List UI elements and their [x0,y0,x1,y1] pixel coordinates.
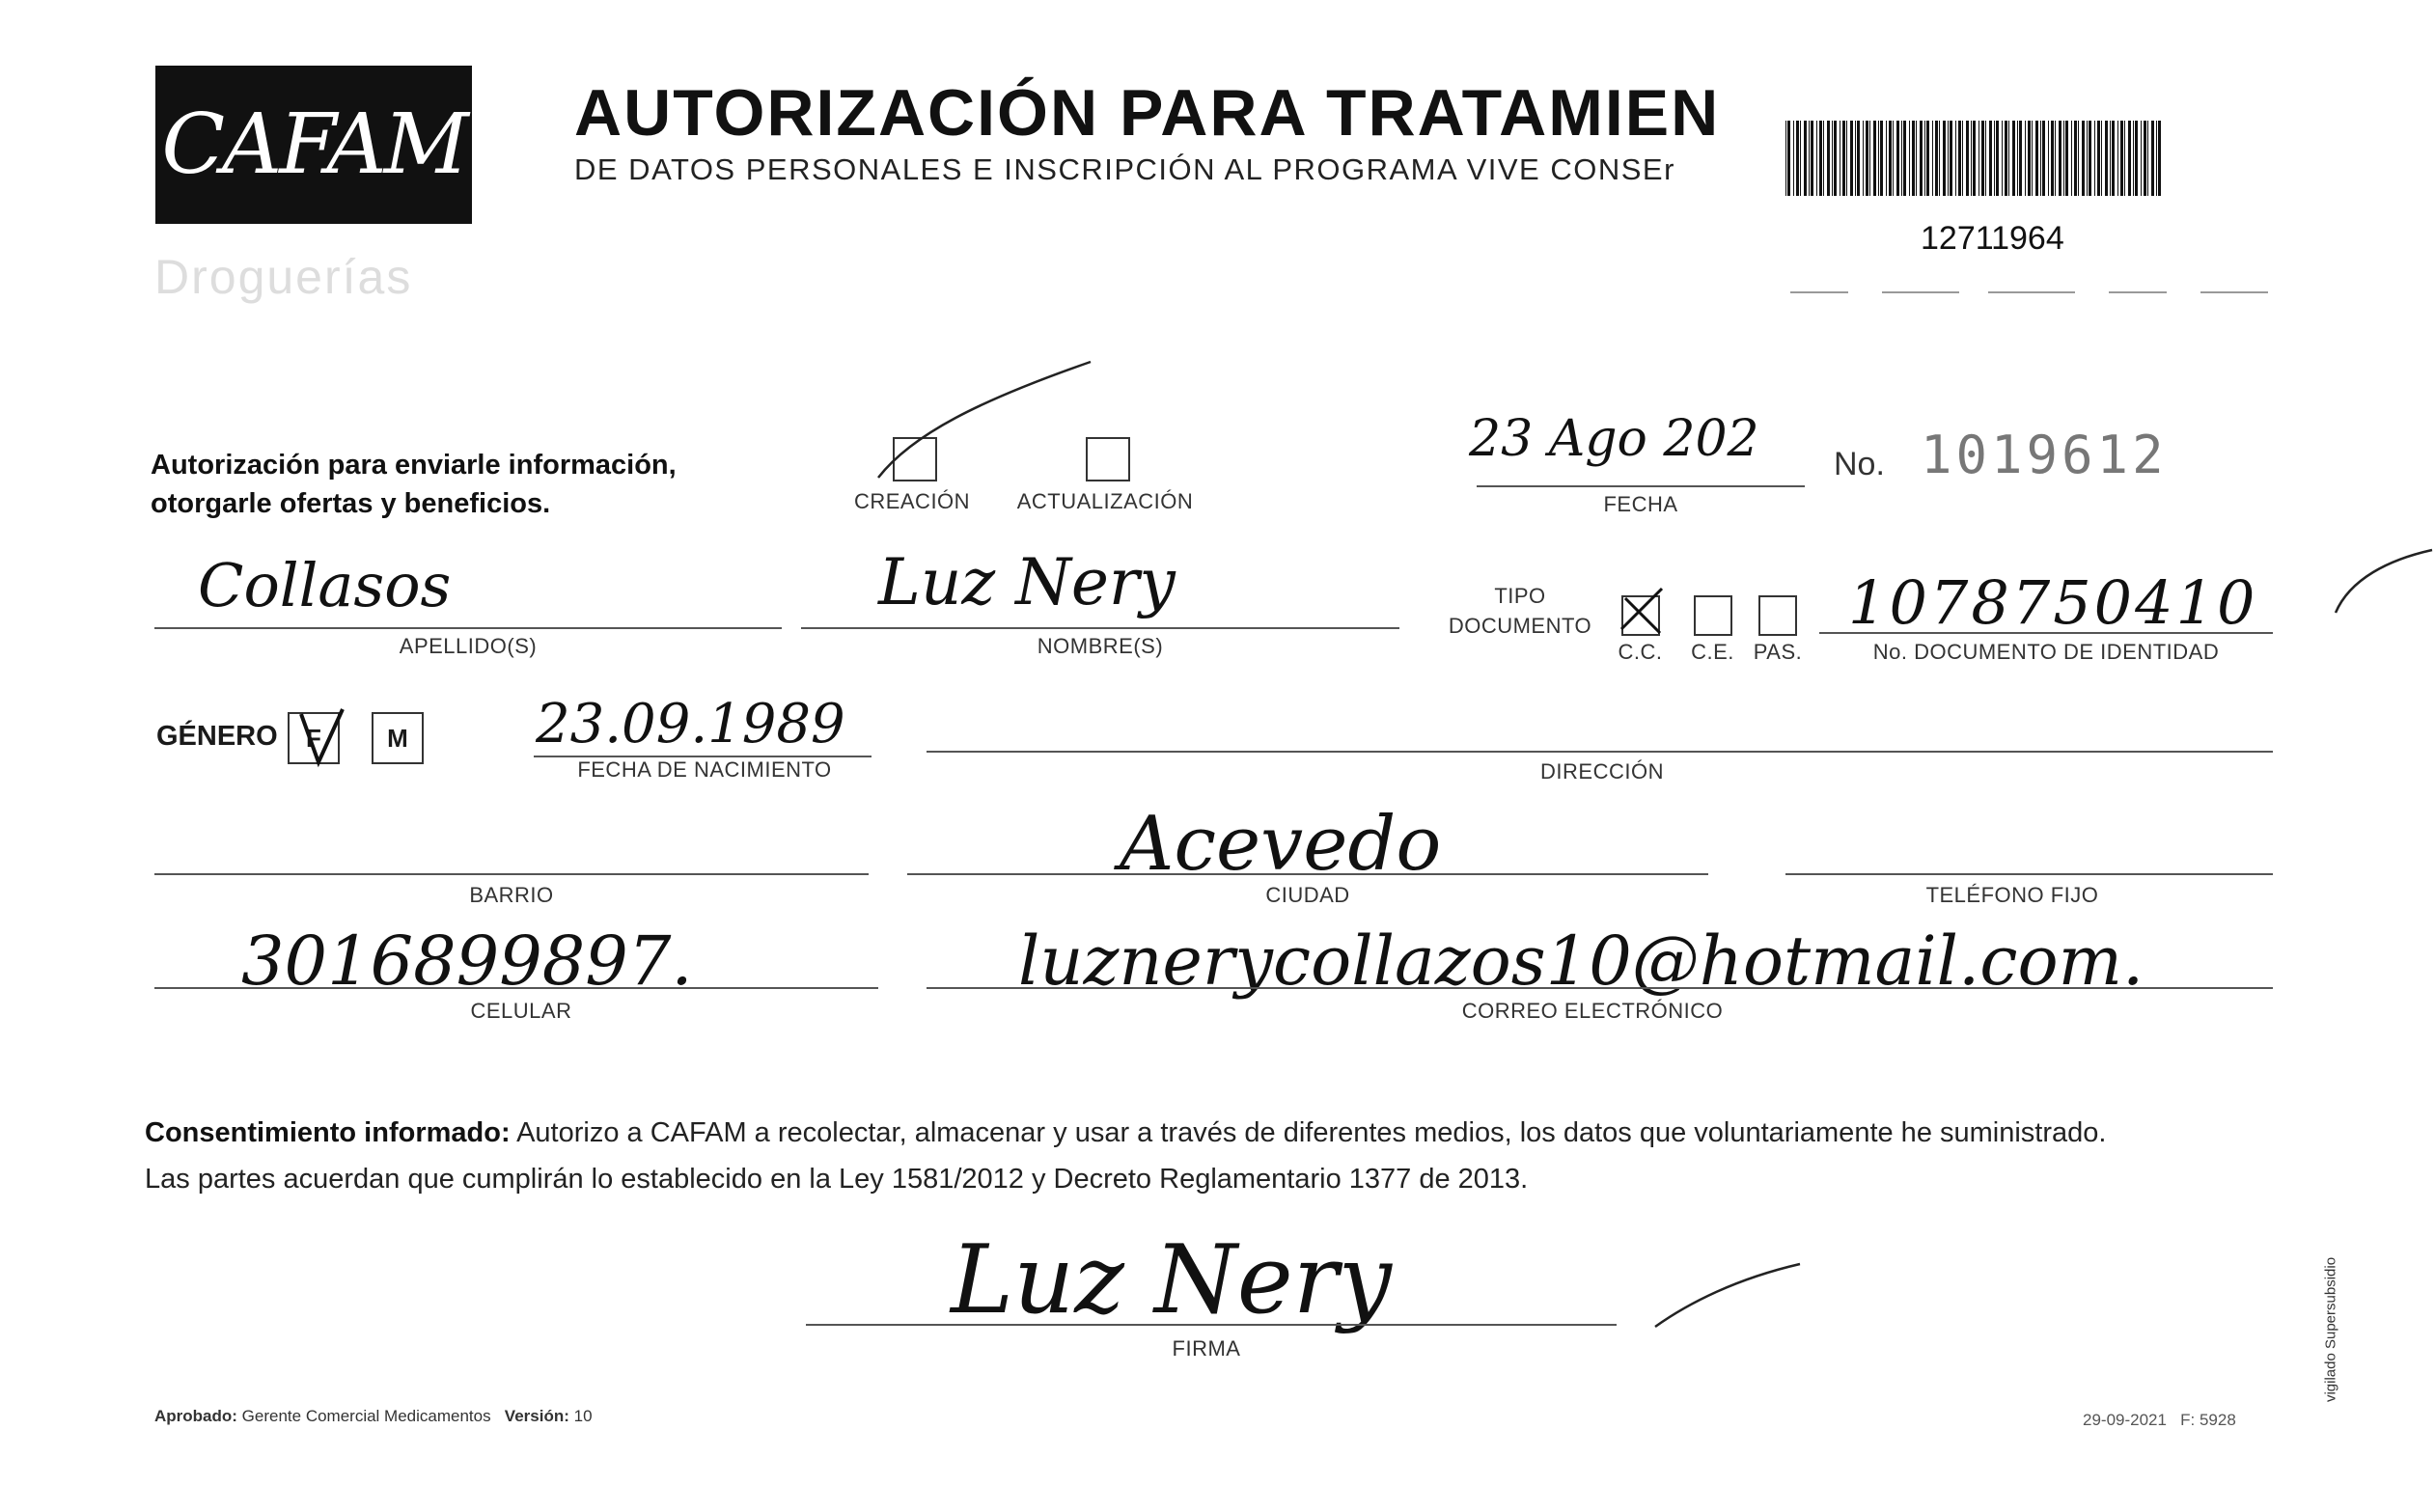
authorization-text [151,446,677,523]
genero-m-label: M [387,723,408,753]
barcode-bar [1909,121,1910,196]
nombres-value: Luz Nery [878,545,1176,619]
ciudad-value: Acevedo [1120,801,1442,888]
side-text: vigilado Supersubsidio [2322,1256,2339,1403]
cafam-logo [155,66,472,224]
genero-f-label: F [306,723,321,753]
footer-codes [2083,1411,2236,1430]
barcode-bar [2017,121,2018,196]
barcode-bar [2144,121,2146,196]
nombres-label: NOMBRE(S) [1037,634,1164,658]
barcode-bar [1880,121,1883,196]
barcode [1784,121,2165,196]
genero-m-checkbox[interactable] [372,712,424,764]
barcode-bar [1866,121,1868,196]
barcode-bar [2158,121,2161,196]
barcode-number: 12711964 [1921,220,2064,257]
barcode-bar [1994,121,1995,196]
logo-subtitle: Droguerías [154,250,413,304]
barcode-bar [2089,121,2091,196]
barcode-bar [1823,121,1824,196]
barcode-bar [1855,121,1856,196]
barcode-bar [1886,121,1887,196]
aprobado-label: Aprobado: [154,1407,237,1425]
barcode-bar [2147,121,2148,196]
correo-value: luznerycollazos10@hotmail.com. [1018,921,2144,1001]
barcode-bar [1920,121,1923,196]
barcode-bar [1787,121,1790,196]
barcode-bar [1793,121,1794,196]
barcode-bar [1978,121,1979,196]
ce-label: C.E. [1691,640,1734,664]
ce-checkbox[interactable] [1694,595,1732,636]
consent-line2: Las partes acuerdan que cumplirán lo establecido en la Ley 1581/2012 y Decreto Reglamentario 1377 de 2013. [145,1164,1529,1195]
side-vertical-text [2311,1223,2350,1436]
logo-text: CAFAM [161,96,466,193]
firma-label: FIRMA [1172,1336,1241,1361]
barcode-bar [1846,121,1847,196]
authorization-text-line1: Autorización para enviarle información, [151,450,677,481]
barcode-bar [2032,121,2033,196]
barcode-bar [2048,121,2049,196]
barcode-bar [1924,121,1925,196]
barcode-bar [2120,121,2123,196]
barcode-bar [1857,121,1860,196]
barcode-bar [1893,121,1894,196]
form-number: 1019612 [1921,425,2168,485]
form-subtitle: DE DATOS PERSONALES E INSCRIPCIÓN AL PROGRAMA VIVE CONSEr [574,152,1675,186]
barcode-bar [1816,121,1817,196]
barcode-bar [1903,121,1906,196]
barcode-bar [2101,121,2102,196]
barcode-bar [1901,121,1902,196]
aprobado-value: Gerente Comercial Medicamentos [241,1407,491,1425]
barcode-bar [1827,121,1830,196]
barcode-bar [2040,121,2041,196]
barcode-bar [1850,121,1853,196]
ref-code: F: 5928 [2180,1411,2236,1429]
barcode-bar [1981,121,1984,196]
barcode-bar [2133,121,2134,196]
barcode-bar [1985,121,1986,196]
genero-label: GÉNERO [156,721,278,752]
barcode-bar [1796,121,1799,196]
barcode-bar [1955,121,1956,196]
barcode-bar [1889,121,1892,196]
barcode-bar [2141,121,2142,196]
barcode-bar [2071,121,2072,196]
barcode-bar [2051,121,2054,196]
barcode-bar [1948,121,1949,196]
barcode-bar [1811,121,1813,196]
barcode-bar [1809,121,1810,196]
documento-label: No. DOCUMENTO DE IDENTIDAD [1872,640,2220,664]
barcode-bar [2117,121,2118,196]
fecha-label: FECHA [1603,492,1678,516]
authorization-text-line2: otorgarle ofertas y beneficios. [151,488,551,519]
barcode-bar [2019,121,2022,196]
barcode-bar [1834,121,1837,196]
barcode-bar [2008,121,2009,196]
tipo-documento-label-2: DOCUMENTO [1448,614,1592,638]
actualizacion-label: ACTUALIZACIÓN [1016,489,1194,513]
correo-label: CORREO ELECTRÓNICO [1461,999,1724,1023]
genero-f-check-mark [290,704,347,772]
barcode-bar [2094,121,2095,196]
barcode-bar [2063,121,2064,196]
actualizacion-checkbox[interactable] [1086,437,1130,481]
barcode-bar [1971,121,1972,196]
version-value: 10 [573,1407,593,1425]
tipo-documento-label-1: TIPO [1494,584,1546,608]
documento-value: 1078750410 [1848,567,2258,638]
consent-bold-label: Consentimiento informado: [145,1117,511,1148]
barcode-bar [2110,121,2111,196]
form-title: AUTORIZACIÓN PARA TRATAMIEN [574,76,1721,150]
barcode-bar [2082,121,2085,196]
consent-text [145,1110,2268,1202]
barcode-bar [1863,121,1864,196]
barcode-bar [1800,121,1801,196]
apellidos-value: Collasos [198,550,452,620]
direccion-label: DIRECCIÓN [1540,759,1664,783]
barcode-bar [2028,121,2031,196]
signature-flourish [1650,1254,1805,1332]
barcode-bar [1935,121,1938,196]
version-label: Versión: [504,1407,569,1425]
barcode-bar [1943,121,1946,196]
barcode-bar [2055,121,2056,196]
barcode-bar [1950,121,1952,196]
barcode-bar [2151,121,2154,196]
pas-label: PAS. [1753,640,1803,664]
barcode-bar [2097,121,2100,196]
barcode-bar [1896,121,1899,196]
barcode-bar [1926,121,1929,196]
barcode-bar [2002,121,2003,196]
cc-label: C.C. [1618,640,1663,664]
barcode-bar [2112,121,2115,196]
barcode-bar [1958,121,1961,196]
ciudad-label: CIUDAD [1265,883,1350,907]
barcode-bar [1785,121,1786,196]
margin-stroke [2331,540,2435,618]
barcode-bar [2156,121,2157,196]
barrio-label: BARRIO [469,883,554,907]
creacion-check-mark [873,357,1095,482]
nacimiento-value: 23.09.1989 [536,693,845,756]
consent-line1 [145,1110,2268,1156]
nacimiento-label: FECHA DE NACIMIENTO [577,757,832,782]
barcode-bar [1973,121,1976,196]
barcode-bar [1804,121,1807,196]
barcode-bar [2074,121,2077,196]
form-number-label: No. [1834,446,1885,482]
barcode-bar [1939,121,1940,196]
signature: Luz Nery [951,1225,1392,1335]
fecha-value: 23 Ago 202 [1469,410,1759,468]
barcode-bar [2078,121,2079,196]
barcode-bar [2135,121,2138,196]
barcode-bar [1832,121,1833,196]
apellidos-label: APELLIDO(S) [399,634,538,658]
barcode-bar [1916,121,1917,196]
barcode-bar [2042,121,2045,196]
barcode-bar [2124,121,2125,196]
barcode-bar [1869,121,1870,196]
barcode-bar [2128,121,2131,196]
creacion-label: CREACIÓN [853,489,971,513]
barcode-bar [1996,121,1999,196]
footer-approval [154,1407,593,1426]
barcode-bar [2087,121,2088,196]
barcode-bar [1878,121,1879,196]
barcode-bar [1989,121,1992,196]
barcode-bar [2012,121,2015,196]
date-code: 29-09-2021 [2083,1411,2167,1429]
barcode-bar [1873,121,1876,196]
barcode-bar [2059,121,2061,196]
celular-label: CELULAR [470,999,572,1023]
pas-checkbox[interactable] [1758,595,1797,636]
barcode-bar [1962,121,1963,196]
celular-value: 3016899897. [241,921,693,1001]
barcode-bar [1932,121,1933,196]
barcode-bar [2005,121,2007,196]
barcode-bar [2025,121,2026,196]
barcode-bar [2065,121,2068,196]
barcode-bar [1966,121,1969,196]
barcode-bar [1819,121,1822,196]
consent-line1-text: Autorizo a CAFAM a recolectar, almacenar y usar a través de diferentes medios, los datos que voluntariamente he suministrado. [516,1117,2107,1148]
cc-check-mark [1614,579,1672,637]
barcode-bar [1842,121,1845,196]
barcode-bar [2035,121,2038,196]
barcode-bar [1912,121,1915,196]
barcode-bar [2105,121,2108,196]
telefono-label: TELÉFONO FIJO [1925,883,2099,907]
